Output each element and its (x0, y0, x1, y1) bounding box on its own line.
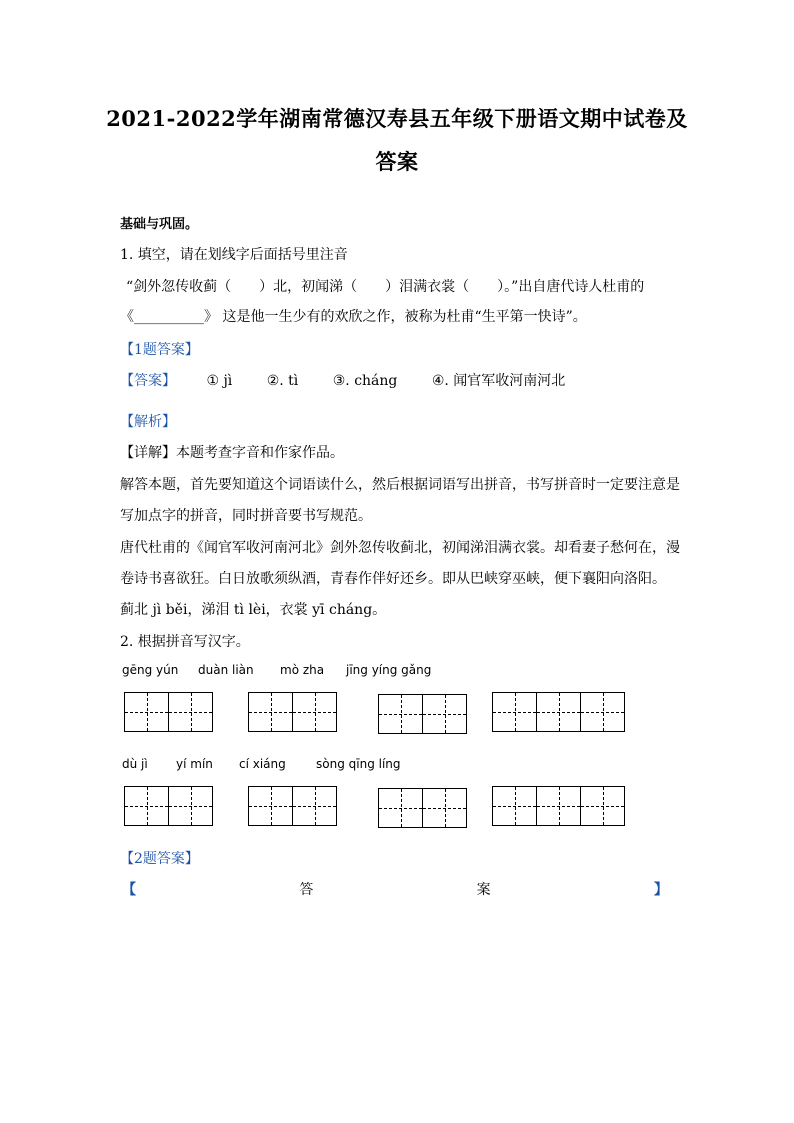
grid-cell[interactable] (536, 692, 581, 732)
q1-text-line1: “剑外忽传收蓟（ ）北，初闻涕（ ）泪满衣裳（ ）。”出自唐代诗人杜甫的 (126, 279, 645, 295)
q1-analysis-heading: 【解析】 (120, 414, 176, 430)
grid-cell[interactable] (248, 786, 293, 826)
answer-char: 答 (299, 882, 314, 898)
grid-cell[interactable] (580, 786, 625, 826)
bracket-open: 【 (122, 882, 136, 898)
writing-grid[interactable] (124, 692, 212, 732)
writing-grid[interactable] (248, 692, 336, 732)
writing-grid[interactable] (248, 786, 336, 826)
grid-cell[interactable] (536, 786, 581, 826)
grid-cell[interactable] (492, 692, 537, 732)
q1-para2-line1: 唐代杜甫的《闻官军收河南河北》剑外忽传收蓟北，初闻涕泪满衣裳。却看妻子愁何在，漫 (120, 540, 680, 556)
answer-label: 【答案】 (120, 373, 176, 389)
grid-cell[interactable] (492, 786, 537, 826)
grid-cell[interactable] (168, 692, 213, 732)
pinyin-label: dù jì (122, 757, 148, 771)
answer-item: ④. 闻官军收河南河北 (431, 373, 566, 389)
q2-answer-spread (122, 879, 668, 899)
grid-cell[interactable] (124, 692, 169, 732)
writing-grid[interactable] (378, 788, 466, 828)
q1-prompt: 1. 填空，请在划线字后面括号里注音 (120, 247, 348, 263)
pinyin-label: cí xiáng (239, 757, 286, 771)
grid-cell[interactable] (378, 788, 423, 828)
grid-cell[interactable] (248, 692, 293, 732)
grid-cell[interactable] (422, 788, 467, 828)
q1-para2-line2: 卷诗书喜欲狂。白日放歌须纵酒，青春作伴好还乡。即从巴峡穿巫峡，便下襄阳向洛阳。 (120, 571, 666, 587)
answer-char: 案 (476, 882, 491, 898)
section-heading: 基础与巩固。 (120, 217, 199, 232)
pinyin-label: duàn liàn (198, 663, 254, 677)
grid-cell[interactable] (292, 786, 337, 826)
q2-prompt: 2. 根据拼音写汉字。 (120, 634, 250, 650)
pinyin-label: mò zha (280, 663, 325, 677)
q1-para1-line1: 解答本题，首先要知道这个词语读什么，然后根据词语写出拼音，书写拼音时一定要注意是 (120, 477, 680, 493)
pinyin-label: yí mín (176, 757, 213, 771)
q1-answer-heading: 【1题答案】 (120, 342, 199, 358)
q1-para3: 蓟北 jì běi，涕泪 tì lèi，衣裳 yī cháng。 (120, 602, 387, 618)
grid-cell[interactable] (422, 694, 467, 734)
pinyin-label: jīng yíng gǎng (346, 663, 432, 677)
bracket-close: 】 (653, 882, 668, 898)
q1-detail: 【详解】本题考查字音和作家作品。 (120, 445, 344, 461)
page-title: 2021-2022学年湖南常德汉寿县五年级下册语文期中试卷及 (106, 106, 688, 131)
grid-cell[interactable] (378, 694, 423, 734)
answer-item: ③. cháng (332, 373, 398, 389)
writing-grid[interactable] (492, 786, 624, 826)
grid-cell[interactable] (292, 692, 337, 732)
page-title-continued: 答案 (375, 149, 419, 174)
writing-grid[interactable] (378, 694, 466, 734)
grid-cell[interactable] (580, 692, 625, 732)
grid-cell[interactable] (124, 786, 169, 826)
pinyin-label: sòng qīng líng (316, 757, 401, 771)
q1-answer-row (120, 370, 565, 390)
q2-answer-heading: 【2题答案】 (120, 851, 199, 867)
answer-item: ① jì (206, 373, 233, 389)
writing-grid[interactable] (492, 692, 624, 732)
q1-text-line2: 《__________》 这是他一生少有的欢欣之作，被称为杜甫“生平第一快诗”。 (120, 309, 587, 325)
pinyin-label: gēng yún (122, 663, 179, 677)
answer-item: ②. tì (266, 373, 299, 389)
grid-cell[interactable] (168, 786, 213, 826)
writing-grid[interactable] (124, 786, 212, 826)
q1-para1-line2: 写加点字的拼音，同时拼音要书写规范。 (120, 508, 372, 524)
